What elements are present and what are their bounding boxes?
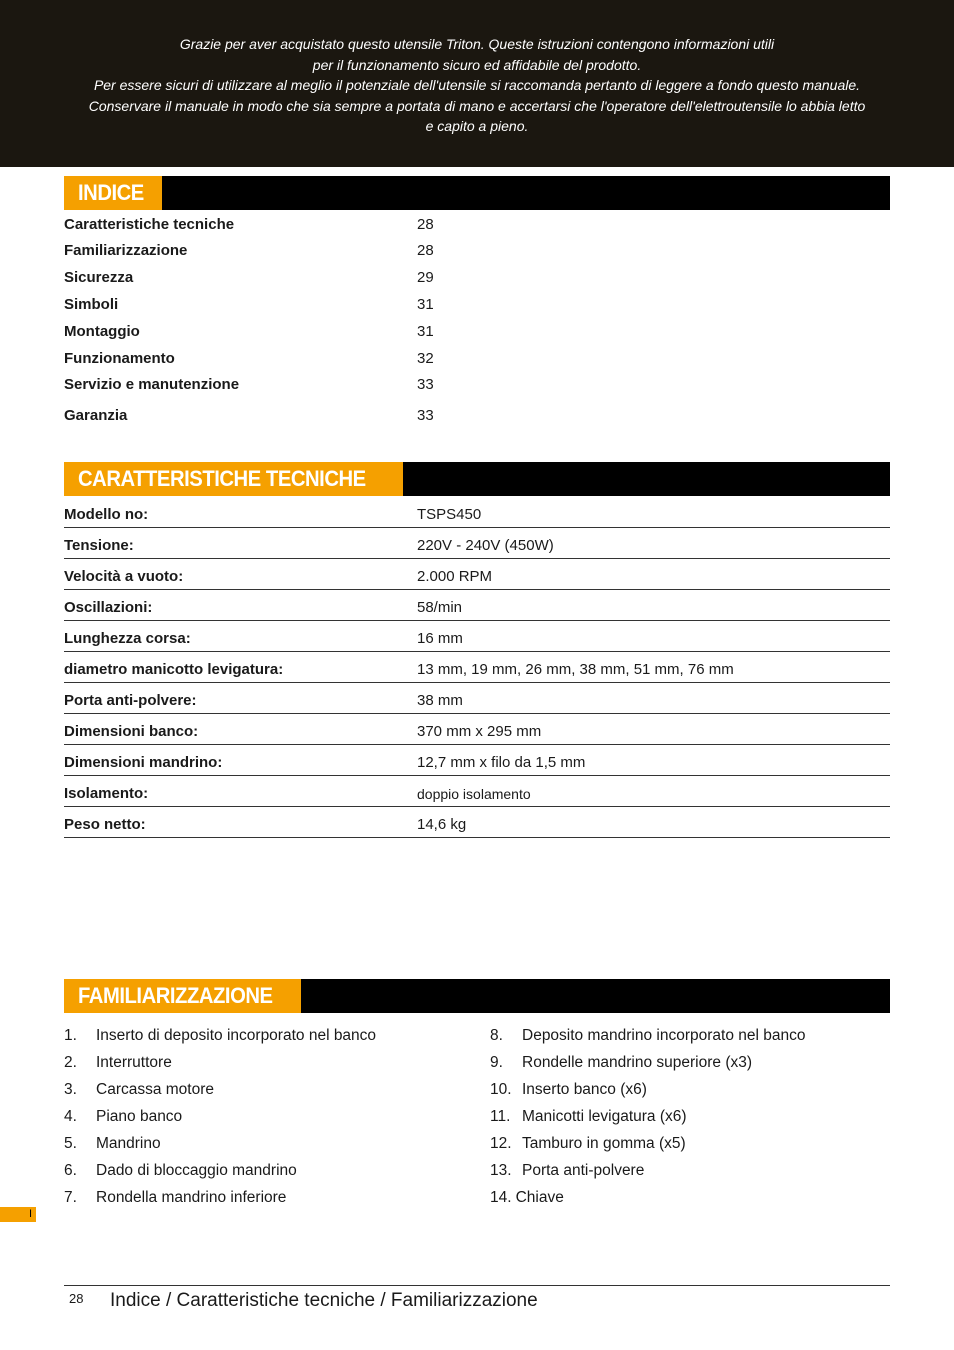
list-item [490, 1184, 805, 1211]
list-item-text: Rondella mandrino inferiore [96, 1189, 287, 1206]
spec-label: Velocità a vuoto: [64, 568, 184, 585]
list-item [64, 1049, 376, 1076]
index-item [64, 266, 890, 290]
list-item-text: Deposito mandrino incorporato nel banco [522, 1027, 806, 1044]
index-item [64, 213, 890, 237]
list-item-number: 11. [490, 1108, 511, 1125]
list-item-text: Mandrino [96, 1135, 161, 1152]
list-item-text: Inserto banco (x6) [522, 1081, 647, 1098]
spec-row [64, 621, 890, 652]
index-item-page: 32 [417, 350, 434, 367]
intro-line: per il funzionamento sicuro ed affidabile del prodotto. [312, 56, 642, 73]
familiarization-list-right [490, 1022, 805, 1211]
index-item-label: Simboli [64, 296, 119, 313]
index-item-page: 33 [417, 407, 434, 424]
list-item-text: Chiave [515, 1189, 564, 1206]
list-item [64, 1103, 376, 1130]
index-item [64, 239, 890, 263]
spec-row [64, 745, 890, 776]
spec-value: 14,6 kg [417, 816, 467, 833]
list-item-number: 13. [490, 1162, 512, 1179]
index-item [64, 373, 890, 397]
list-item-number: 10. [490, 1081, 512, 1098]
spec-label: Modello no: [64, 506, 149, 523]
list-item-text: Manicotti levigatura (x6) [522, 1108, 687, 1125]
index-header-tab [66, 176, 162, 210]
list-item-text: Piano banco [96, 1108, 183, 1125]
intro-line: e capito a pieno. [425, 118, 529, 134]
spec-row [64, 652, 890, 683]
index-item-page: 29 [417, 269, 434, 286]
list-item-number: 12. [490, 1135, 512, 1152]
index-item-page: 31 [417, 296, 434, 313]
spec-value: 2.000 RPM [417, 568, 493, 585]
list-item [64, 1184, 376, 1211]
specs-header-tab [66, 462, 403, 496]
list-item-number: 14. [490, 1189, 512, 1206]
list-item-number: 3. [64, 1081, 77, 1098]
footer-divider [64, 1285, 890, 1286]
spec-value: 16 mm [417, 630, 463, 647]
index-item-label: Garanzia [64, 407, 128, 424]
list-item [64, 1130, 376, 1157]
specs-header [64, 462, 890, 496]
list-item-text: Tamburo in gomma (x5) [522, 1135, 686, 1152]
intro-line: Per essere sicuri di utilizzare al meglio il potenziale dell'utensile si raccomanda pertanto di leggere a fondo questo manuale. [93, 77, 861, 93]
list-item [490, 1076, 805, 1103]
list-item-text: Inserto di deposito incorporato nel banco [96, 1027, 377, 1044]
familiarization-title: FAMILIARIZZAZIONE [78, 983, 273, 1008]
list-item-text: Dado di bloccaggio mandrino [96, 1162, 297, 1179]
list-item-number: 7. [64, 1189, 77, 1206]
spec-value: TSPS450 [417, 506, 482, 523]
index-item-label: Funzionamento [64, 350, 175, 367]
familiarization-header-tab [66, 979, 301, 1013]
index-item [64, 320, 890, 344]
list-item [490, 1130, 805, 1157]
index-item-page: 31 [417, 323, 434, 340]
list-item [490, 1049, 805, 1076]
list-item [490, 1103, 805, 1130]
intro-band [0, 0, 954, 167]
spec-row [64, 497, 890, 528]
spec-label: diametro manicotto levigatura: [64, 661, 284, 678]
index-header [64, 176, 890, 210]
index-title: INDICE [78, 180, 144, 205]
spec-label: Isolamento: [64, 785, 149, 802]
index-item [64, 293, 890, 317]
list-item [64, 1157, 376, 1184]
list-item [64, 1076, 376, 1103]
list-item [490, 1157, 805, 1184]
list-item [64, 1022, 376, 1049]
index-item-page: 28 [417, 242, 434, 259]
list-item [490, 1022, 805, 1049]
spec-label: Oscillazioni: [64, 599, 153, 616]
index-item-label: Caratteristiche tecniche [64, 216, 235, 233]
spec-label: Tensione: [64, 537, 134, 554]
list-item-number: 1. [64, 1027, 77, 1044]
spec-value: 13 mm, 19 mm, 26 mm, 38 mm, 51 mm, 76 mm [417, 661, 734, 678]
spec-value: 58/min [417, 599, 463, 616]
spec-row [64, 683, 890, 714]
list-item-number: 9. [490, 1054, 503, 1071]
index-item-label: Servizio e manutenzione [64, 376, 240, 393]
page-number: 28 [69, 1291, 84, 1306]
index-item-label: Sicurezza [64, 269, 134, 286]
spec-row [64, 559, 890, 590]
spec-label: Dimensioni mandrino: [64, 754, 223, 771]
spec-row [64, 590, 890, 621]
list-item-text: Porta anti-polvere [522, 1162, 645, 1179]
spec-row [64, 807, 890, 838]
spec-row [64, 776, 890, 807]
spec-label: Peso netto: [64, 816, 146, 833]
index-item-label: Familiarizzazione [64, 242, 188, 259]
spec-value: 370 mm x 295 mm [417, 723, 542, 740]
list-item-text: Interruttore [96, 1054, 172, 1071]
spec-label: Porta anti-polvere: [64, 692, 197, 709]
spec-row [64, 714, 890, 745]
familiarization-header [64, 979, 890, 1013]
index-item [64, 404, 890, 428]
index-item-page: 28 [417, 216, 434, 233]
spec-value: 12,7 mm x filo da 1,5 mm [417, 754, 586, 771]
list-item-number: 2. [64, 1054, 77, 1071]
index-item [64, 347, 890, 371]
spec-value: doppio isolamento [417, 786, 531, 802]
spec-label: Lunghezza corsa: [64, 630, 191, 647]
footer-title: Indice / Caratteristiche tecniche / Familiarizzazione [110, 1290, 538, 1311]
list-item-number: 6. [64, 1162, 77, 1179]
spec-value: 220V - 240V (450W) [417, 537, 554, 554]
spec-label: Dimensioni banco: [64, 723, 199, 740]
intro-line: Conservare il manuale in modo che sia sempre a portata di mano e accertarsi che l'operatore dell'elettroutensile lo abbia letto [88, 97, 866, 114]
familiarization-list-left [64, 1022, 376, 1211]
specs-title: CARATTERISTICHE TECNICHE [78, 466, 366, 491]
list-item-number: 8. [490, 1027, 503, 1044]
list-item-text: Rondelle mandrino superiore (x3) [522, 1054, 753, 1071]
spec-value: 38 mm [417, 692, 463, 709]
intro-line: Grazie per aver acquistato questo utensile Triton. Queste istruzioni contengono informazioni utili [179, 36, 775, 52]
index-item-label: Montaggio [64, 323, 140, 340]
list-item-number: 4. [64, 1108, 77, 1125]
language-tab [0, 1207, 36, 1222]
language-tab-label: I [29, 1208, 33, 1220]
spec-row [64, 528, 890, 559]
list-item-text: Carcassa motore [96, 1081, 215, 1098]
list-item-number: 5. [64, 1135, 77, 1152]
index-item-page: 33 [417, 376, 434, 393]
